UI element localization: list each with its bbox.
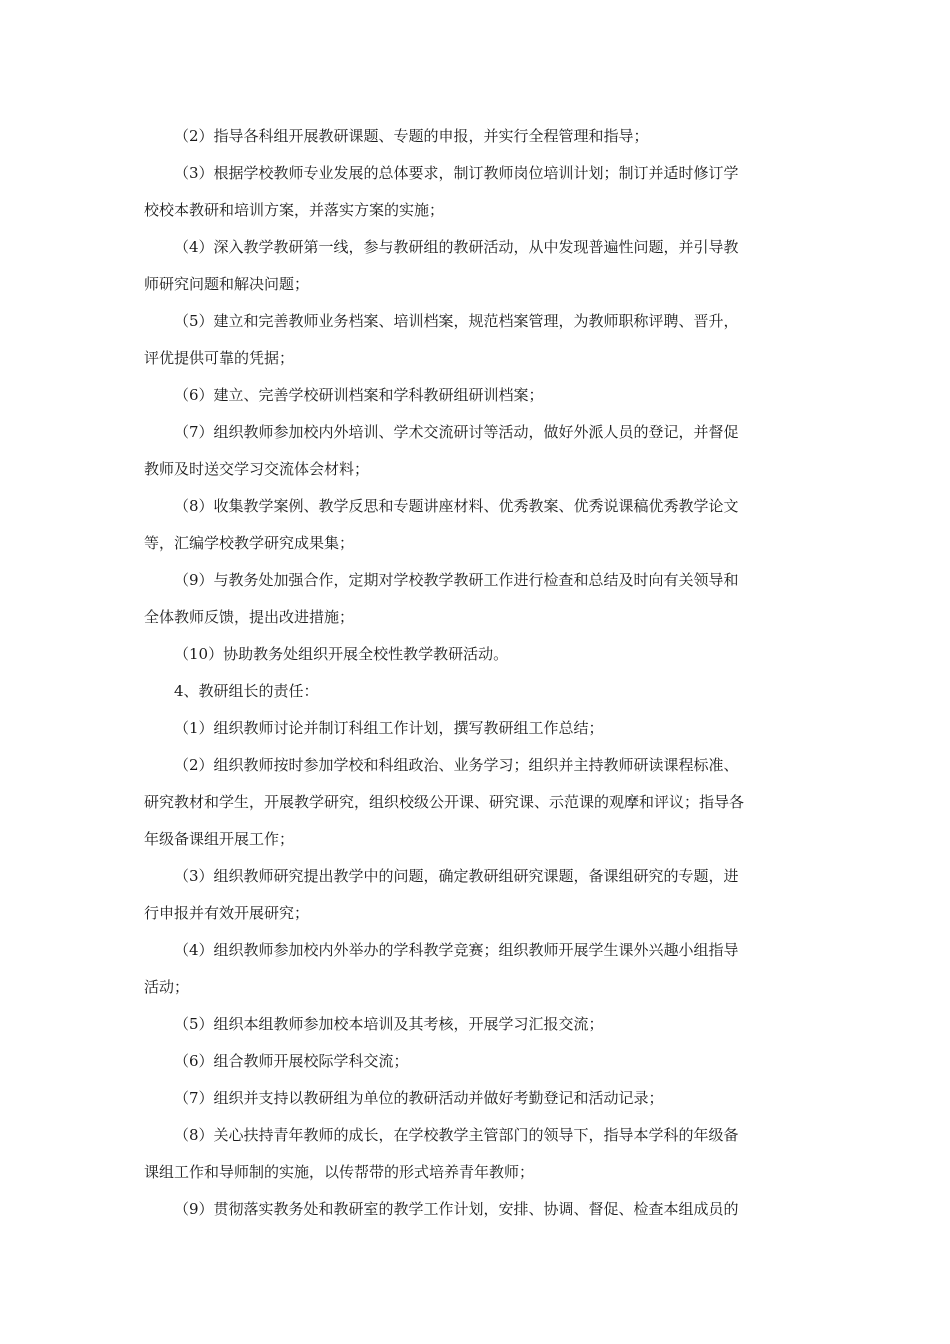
paragraph-line: （4）组织教师参加校内外举办的学科教学竞赛；组织教师开展学生课外兴趣小组指导: [174, 941, 739, 959]
paragraph-line: 全体教师反馈，提出改进措施；: [144, 608, 355, 626]
paragraph-line: （3）根据学校教师专业发展的总体要求，制订教师岗位培训计划；制订并适时修订学: [174, 164, 739, 182]
paragraph-line: 年级备课组开展工作；: [144, 830, 295, 848]
paragraph-line: 校校本教研和培训方案，并落实方案的实施；: [144, 201, 445, 219]
paragraph-line: （4）深入教学教研第一线，参与教研组的教研活动，从中发现普遍性问题，并引导教: [174, 238, 739, 256]
paragraph-line: （6）组合教师开展校际学科交流；: [174, 1052, 409, 1070]
paragraph: [144, 1191, 812, 1228]
paragraph-line: 研究教材和学生，开展教学研究，组织校级公开课、研究课、示范课的观摩和评议；指导各: [144, 793, 745, 811]
paragraph-line: （1）组织教师讨论并制订科组工作计划，撰写教研组工作总结；: [174, 719, 604, 737]
paragraph-line: （5）组织本组教师参加校本培训及其考核，开展学习汇报交流；: [174, 1015, 604, 1033]
document-body: [144, 118, 812, 1228]
paragraph-line: （2）组织教师按时参加学校和科组政治、业务学习；组织并主持教师研读课程标准、: [174, 756, 739, 774]
paragraph: [144, 1117, 812, 1191]
paragraph: [144, 858, 812, 932]
paragraph-line: （6）建立、完善学校研训档案和学科教研组研训档案；: [174, 386, 544, 404]
paragraph-line: 师研究问题和解决问题；: [144, 275, 310, 293]
paragraph-line: （2）指导各科组开展教研课题、专题的申报，并实行全程管理和指导；: [174, 127, 649, 145]
paragraph: [144, 414, 812, 488]
paragraph: [144, 118, 812, 155]
paragraph-line: （10）协助教务处组织开展全校性教学教研活动。: [174, 645, 509, 663]
paragraph-line: 活动；: [144, 978, 190, 996]
paragraph: [144, 1043, 812, 1080]
paragraph-line: 课组工作和导师制的实施，以传帮带的形式培养青年教师；: [144, 1163, 535, 1181]
paragraph-line: （7）组织并支持以教研组为单位的教研活动并做好考勤登记和活动记录；: [174, 1089, 664, 1107]
paragraph-line: 教师及时送交学习交流体会材料；: [144, 460, 370, 478]
paragraph: [144, 710, 812, 747]
paragraph: [144, 562, 812, 636]
paragraph: [144, 155, 812, 229]
paragraph-line: （9）贯彻落实教务处和教研室的教学工作计划，安排、协调、督促、检查本组成员的: [174, 1200, 739, 1218]
paragraph-line: （7）组织教师参加校内外培训、学术交流研讨等活动，做好外派人员的登记，并督促: [174, 423, 739, 441]
paragraph-line: 等，汇编学校教学研究成果集；: [144, 534, 355, 552]
paragraph: [144, 1006, 812, 1043]
paragraph: [144, 747, 812, 858]
paragraph: [144, 673, 812, 710]
paragraph: [144, 636, 812, 673]
paragraph-line: 行申报并有效开展研究；: [144, 904, 310, 922]
paragraph: [144, 488, 812, 562]
paragraph-line: （3）组织教师研究提出教学中的问题，确定教研组研究课题，备课组研究的专题，进: [174, 867, 739, 885]
paragraph-line: （5）建立和完善教师业务档案、培训档案，规范档案管理，为教师职称评聘、晋升，: [174, 312, 739, 330]
paragraph-line: （8）收集教学案例、教学反思和专题讲座材料、优秀教案、优秀说课稿优秀教学论文: [174, 497, 739, 515]
paragraph-line: 4、教研组长的责任：: [174, 682, 319, 700]
paragraph-line: 评优提供可靠的凭据；: [144, 349, 295, 367]
paragraph-line: （9）与教务处加强合作，定期对学校教学教研工作进行检查和总结及时向有关领导和: [174, 571, 739, 589]
paragraph: [144, 377, 812, 414]
paragraph: [144, 303, 812, 377]
paragraph: [144, 1080, 812, 1117]
paragraph: [144, 932, 812, 1006]
paragraph: [144, 229, 812, 303]
paragraph-line: （8）关心扶持青年教师的成长，在学校教学主管部门的领导下，指导本学科的年级备: [174, 1126, 739, 1144]
